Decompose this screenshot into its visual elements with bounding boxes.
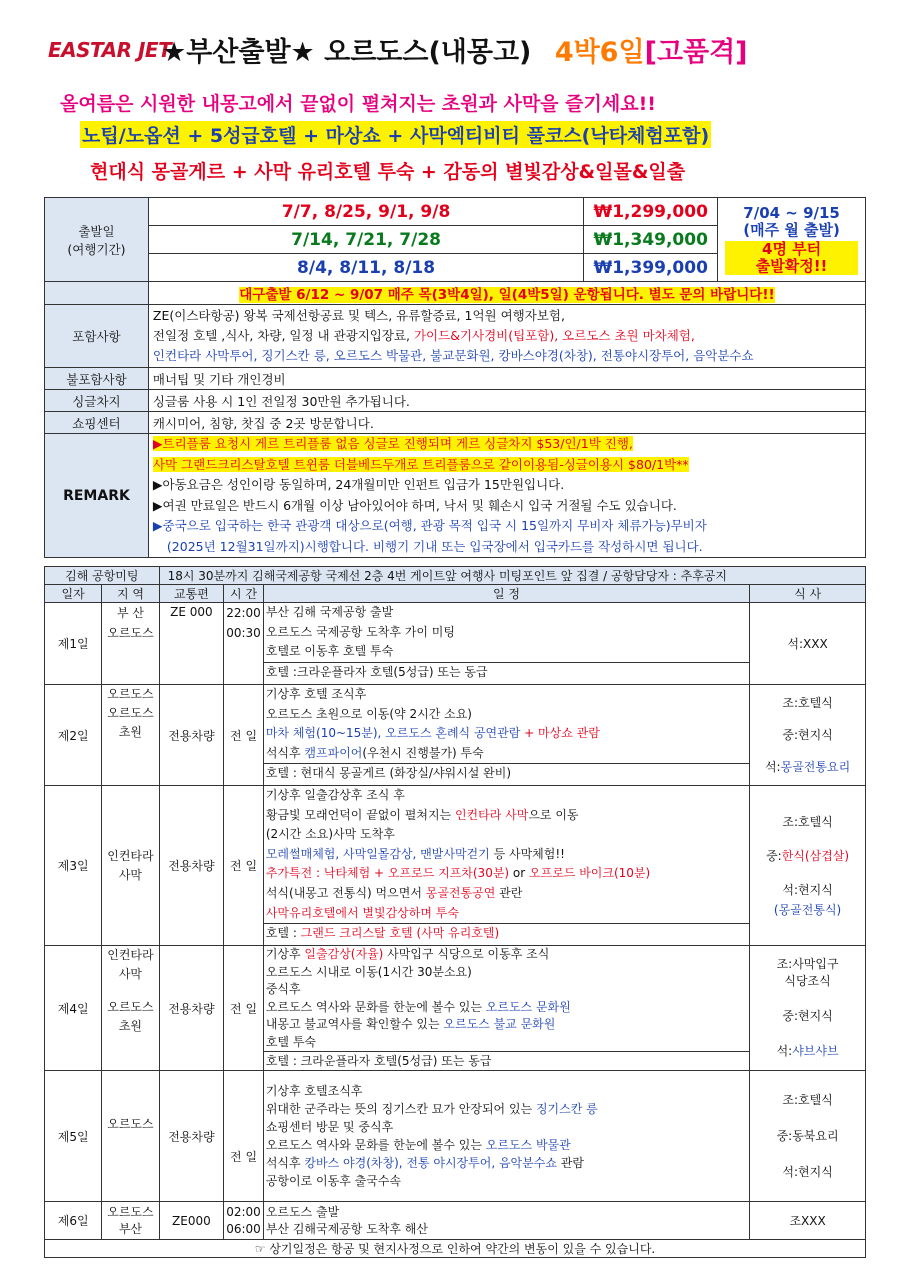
daegu-note: 대구출발 6/12 ~ 9/07 매주 목(3박4일), 일(4박5일) 운항됩니다. 별도 문의 바랍니다!! xyxy=(148,282,865,305)
highlight-line-1: 노팁/노옵션 + 5성급호텔 + 마상쇼 + 사막엑티비티 풀코스(낙타체험포함) xyxy=(80,121,711,148)
tour-price: ₩1,299,000 xyxy=(584,198,718,226)
single-label: 싱글차지 xyxy=(45,390,149,412)
tour-price: ₩1,399,000 xyxy=(584,254,718,282)
period-weekly: (매주 월 출발) xyxy=(743,220,840,239)
col-day: 일자 xyxy=(45,585,102,603)
shop-label: 쇼핑센터 xyxy=(45,412,149,434)
include-label: 포함사항 xyxy=(45,305,149,368)
remark-label: REMARK xyxy=(45,434,149,558)
tour-price: ₩1,349,000 xyxy=(584,226,718,254)
exclude-label: 불포함사항 xyxy=(45,368,149,390)
col-meal: 식 사 xyxy=(750,585,866,603)
page-title xyxy=(162,30,748,69)
col-itinerary: 일 정 xyxy=(263,585,749,603)
exclude-value: 매너팁 및 기타 개인경비 xyxy=(148,368,865,390)
day-row: 제6일 오르도스 부산 ZE000 02:00 06:00 오르도스 출발 부산 김해국제공항 도착후 해산 조XXX xyxy=(45,1202,866,1240)
col-time: 시 간 xyxy=(224,585,264,603)
footer-note: ☞ 상기일정은 항공 및 현지사정으로 인하여 약간의 변동이 있을 수 있습니다. xyxy=(45,1240,866,1258)
day-row: 제5일 오르도스 전용차량 전 일 기상후 호텔조식후 위대한 군주라는 뜻의 징기스칸 묘가 안장되어 있는 징기스칸 릉 쇼핑센터 방문 및 중식후 오르도스 역사와 문화를 한눈에 볼수 있는 오르도스 박물관 석식후 캉바스 야경(차창), 전통 야시장투어, 음악분수쇼 관람 공항이로 이동후 출국수속 조:호텔식 중:동북요리 석:현지식 xyxy=(45,1071,866,1202)
day-row: 제4일 인컨타라 사막 오르도스 초원 전용차량 전 일 기상후 일출감상(자율) 사막입구 식당으로 이동후 조식 오르도스 시내로 이동(1시간 30분소요) 중식후 오르도스 역사와 문화를 한눈에 볼수 있는 오르도스 문화원 내몽고 불교역사를 확인할수 있는 오르도스 불교 문화원 호텔 투숙 호텔 : 크라운플라자 호텔(5성급) 또는 동급 조:사막입구 식당조식 중:현지식 석:샤브샤브 xyxy=(45,946,866,1071)
period-range: 7/04 ~ 9/15 xyxy=(743,203,840,222)
min-pax: 4명 부터 xyxy=(725,241,858,258)
depart-dates: 7/7, 8/25, 9/1, 9/8 xyxy=(148,198,583,226)
title-grade: [고품격] xyxy=(644,37,748,68)
airline-logo: EASTAR JET xyxy=(48,38,172,62)
include-cell: ZE(이스타항공) 왕복 국제선항공료 및 텍스, 유류할증료, 1억원 여행자보험, 전일정 호텔 ,식사, 차량, 일정 내 관광지입장료, 가이드&기사경비(팁포함), 오르도스 초원 마차체험, 인컨타라 사막투어, 징기스칸 릉, 오르도스 박물관, 불교문화원, 캉바스야경(차창), 전통야시장투어, 음악분수쇼 xyxy=(148,305,865,368)
day-row: 제1일 부 산 오르도스 ZE 000 22:00 00:30 부산 김해 국제공항 출발 오르도스 국제공항 도착후 가이 미팅 호텔로 이동후 호텔 투숙 호텔 :크라운플라자 호텔(5성급) 또는 동급 석:XXX xyxy=(45,603,866,685)
title-duration: 4박6일 xyxy=(554,37,645,68)
depart-label: 출발일 (여행기간) xyxy=(45,198,149,282)
highlight-line-2: 현대식 몽골게르 + 사막 유리호텔 투숙 + 감동의 별빛감상&일몰&일출 xyxy=(90,161,686,183)
meeting-info: 18시 30분까지 김해국제공항 국제선 2층 4번 게이트앞 여행사 미팅포인트 앞 집결 / 공항담당자 : 추후공지 xyxy=(159,567,865,585)
confirm-note: 출발확정!! xyxy=(725,258,858,275)
remark-cell: ▶트리플룸 요청시 게르 트리플룸 없음 싱글로 진행되며 게르 싱글차지 $53/인/1박 진행, 사막 그랜드크리스탈호텔 트윈룸 더블베드두개로 트리플룸으로 같이이용됨-싱글이용시 $80/1박** ▶아동요금은 성인이랑 동일하며, 24개월미만 인펀트 입금가 15만원입니다. ▶여권 만료일은 반드시 6개월 이상 남아있어야 하며, 낙서 및 훼손시 입국 거절될 수도 있습니다. ▶중국으로 입국하는 한국 관광객 대상으로(여행, 관광 목적 입국 시 15일까지 무비자 체류가능)무비자 (2025년 12월31일까지)시행합니다. 비행기 기내 또는 입국장에서 입국카드를 작성하시면 됩니다. xyxy=(148,434,865,558)
col-region: 지 역 xyxy=(102,585,159,603)
col-transport: 교통편 xyxy=(159,585,224,603)
depart-dates: 7/14, 7/21, 7/28 xyxy=(148,226,583,254)
schedule-table xyxy=(44,566,866,1258)
title-main: ★부산출발★ 오르도스(내몽고) xyxy=(162,37,532,68)
subtitle: 올여름은 시원한 내몽고에서 끝없이 펼쳐지는 초원과 사막을 즐기세요!! xyxy=(60,93,656,115)
day-row: 제3일 인컨타라 사막 전용차량 전 일 기상후 일출감상후 조식 후 황금빛 모래언덕이 끝없이 펼쳐지는 인컨타라 사막으로 이동 (2시간 소요)사막 도착후 모레썰매체험, 사막일몰감상, 맨발사막걷기 등 사막체험!! 추가특전 : 낙타체험 + 오프로드 지프차(30분) or 오프로드 바이크(10분) 석식(내몽고 전통식) 먹으면서 몽골전통공연 관란 사막유리호텔에서 별빛감상하며 투숙 호텔 : 그랜드 크리스탈 호텔 (사막 유리호텔) 조:호텔식 중:한식(삼겹살) 석:현지식 (몽골전통식) xyxy=(45,786,866,946)
depart-dates: 8/4, 8/11, 8/18 xyxy=(148,254,583,282)
single-value: 싱글룸 사용 시 1인 전일정 30만원 추가됩니다. xyxy=(148,390,865,412)
shop-value: 캐시미어, 침향, 찻집 중 2곳 방문합니다. xyxy=(148,412,865,434)
day-row: 제2일 오르도스 오르도스 초원 전용차량 전 일 기상후 호텔 조식후 오르도스 초원으로 이동(약 2시간 소요) 마차 체험(10~15분), 오르도스 혼례식 공연관람 + 마상쇼 관람 석식후 캠프파이어(우천시 진행불가) 투숙 호텔 : 현대식 몽골게르 (화장실/샤워시설 완비) 조:호텔식 중:현지식 석:몽골전통요리 xyxy=(45,685,866,786)
meeting-label: 김해 공항미팅 xyxy=(45,567,160,585)
period-cell xyxy=(718,198,866,282)
tour-info-table xyxy=(44,197,866,558)
